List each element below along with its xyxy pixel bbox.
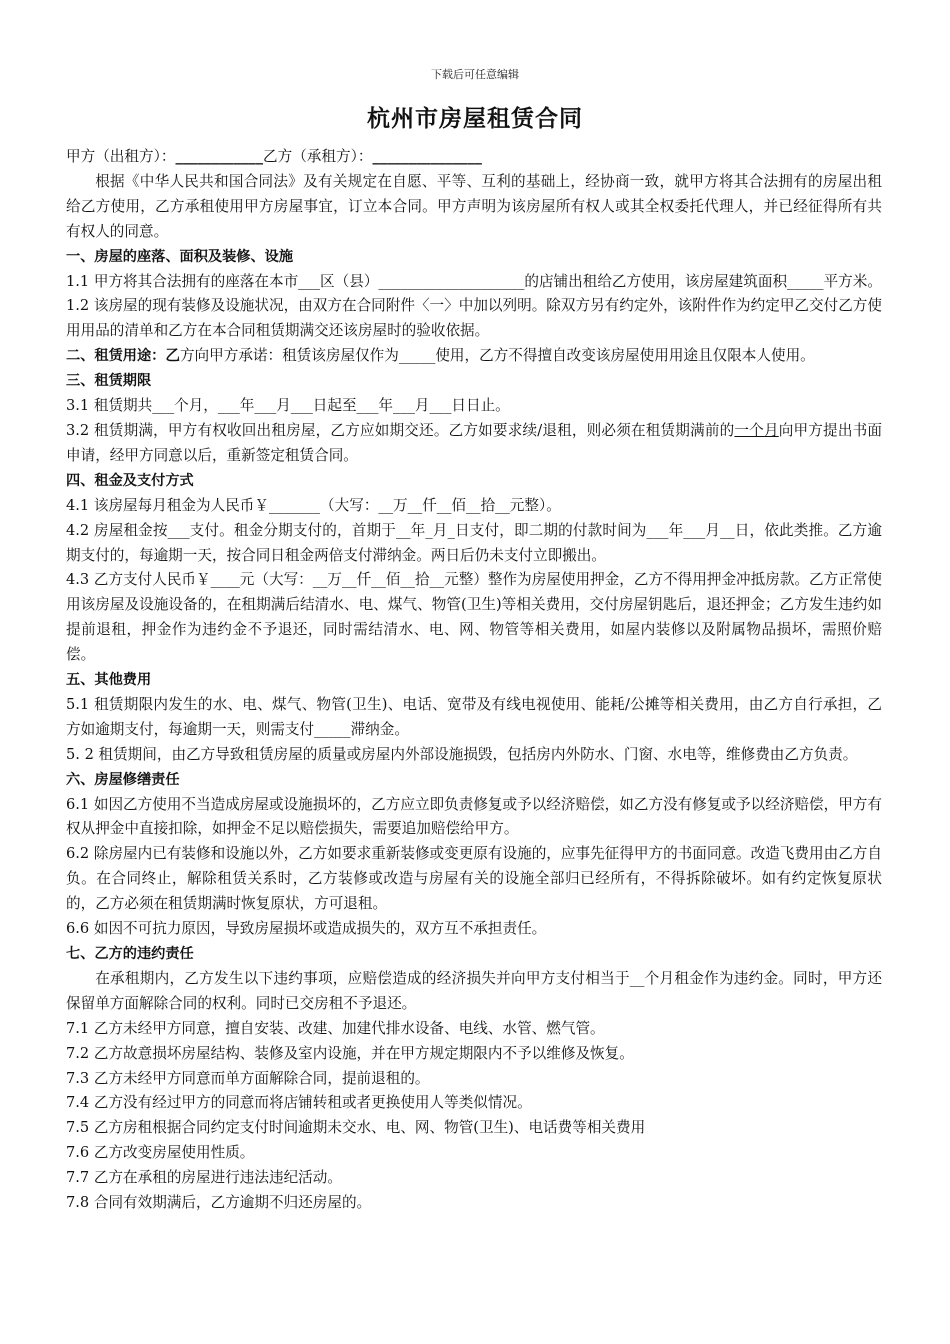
- clause-4-1: 4.1 该房屋每月租金为人民币￥_______（大写：__万__仟__佰__拾__元整）。: [66, 496, 561, 514]
- clause-7-5: 7.5 乙方房租根据合同约定支付时间逾期未交水、电、网、物管(卫生)、电话费等相关费用: [66, 1119, 646, 1137]
- parties-line: [66, 145, 882, 170]
- clause-5-1: 5.1 租赁期限内发生的水、电、煤气、物管(卫生)、电话、宽带及有线电视使用、能耗/公摊等相关费用，由乙方自行承担，乙方如逾期支付，每逾期一天，则需支付_____滞纳金。: [66, 695, 882, 738]
- section-2-text-a: 乙: [165, 347, 180, 365]
- clause-7-1: 7.1 乙方未经甲方同意，擅自安装、改建、加建代排水设备、电线、水管、燃气管。: [66, 1019, 605, 1037]
- clause-7-8: 7.8 合同有效期满后，乙方逾期不归还房屋的。: [66, 1194, 372, 1212]
- page-title: 杭州市房屋租赁合同: [367, 106, 583, 132]
- clause-1-1: 1.1 甲方将其合法拥有的座落在本市___区（县）____________________的店铺出租给乙方使用，该房屋建筑面积_____平方米。: [66, 272, 882, 290]
- clause-3-2-text-a: 3.2 租赁期满，甲方有权收回出租房屋，乙方应如期交还。乙方如要求续/退租，则必须在租赁期满前的: [66, 421, 735, 439]
- clause-6-2: 6.2 除房屋内已有装修和设施以外，乙方如要求重新装修或变更原有设施的，应事先征得甲方的书面同意。改造飞费用由乙方自负。在合同终止，解除租赁关系时，乙方装修或改造与房屋有关的设施全部归已经所有，不得拆除破坏。如有约定恢复原状的，乙方必须在租赁期满时恢复原状，方可退租。: [66, 845, 882, 913]
- party-b-label: 乙方（承租方）：: [263, 148, 373, 165]
- clause-7-3: 7.3 乙方未经甲方同意而单方面解除合同，提前退租的。: [66, 1069, 430, 1087]
- clause-7-2: 7.2 乙方故意损坏房屋结构、装修及室内设施，并在甲方规定期限内不予以维修及恢复。: [66, 1044, 634, 1062]
- clause-7-4: 7.4 乙方没有经过甲方的同意而将店铺转租或者更换使用人等类似情况。: [66, 1094, 532, 1112]
- party-b-blank: _______________: [372, 148, 482, 165]
- clause-6-1: 6.1 如因乙方使用不当造成房屋或设施损坏的，乙方应立即负责修复或予以经济赔偿，如乙方没有修复或予以经济赔偿，甲方有权从押金中直接扣除，如押金不足以赔偿损失，需要追加赔偿给甲方。: [66, 795, 882, 838]
- preamble: 根据《中华人民共和国合同法》及有关规定在自愿、平等、互利的基础上，经协商一致，就甲方将其合法拥有的房屋出租给乙方使用，乙方承租使用甲方房屋事宜，订立本合同。甲方声明为该房屋所有权人或其全权委托代理人，并已经征得所有共有权人的同意。: [66, 172, 882, 240]
- clause-7-6: 7.6 乙方改变房屋使用性质。: [66, 1144, 255, 1162]
- clause-4-2: 4.2 房屋租金按___支付。租金分期支付的，首期于__年_月_日支付，即二期的付款时间为___年___月__日，依此类推。乙方逾期支付的，每逾期一天，按合同日租金两倍支付滞纳金。两日后仍未支付立即搬出。: [66, 521, 882, 564]
- clause-5-2: 5. 2 租赁期间，由乙方导致租赁房屋的质量或房屋内外部设施损毁，包括房内外防水、门窗、水电等，维修费由乙方负责。: [66, 745, 858, 763]
- section-2-heading: 二、租赁用途：: [66, 348, 166, 365]
- download-note: 下载后可任意编辑: [431, 68, 519, 81]
- clause-4-3: 4.3 乙方支付人民币￥____元（大写：__万__仟__佰__拾__元整）整作为房屋使用押金，乙方不得用押金冲抵房款。乙方正常使用该房屋及设施设备的，在租期满后结清水、电、煤气、物管(卫生)等相关费用，交付房屋钥匙后，退还押金；乙方发生违约如提前退租，押金作为违约金不予退还，同时需结清水、电、网、物管等相关费用，如屋内装修以及附属物品损坏，需照价赔偿。: [66, 571, 882, 664]
- section-7-intro: 在承租期内，乙方发生以下违约事项，应赔偿造成的经济损失并向甲方支付相当于__个月租金作为违约金。同时，甲方还保留单方面解除合同的权利。同时已交房租不予退还。: [66, 969, 882, 1012]
- section-5-heading: 五、其他费用: [66, 672, 152, 689]
- section-6-heading: 六、房屋修缮责任: [66, 771, 180, 788]
- section-2-text-b: 方向甲方承诺：租赁该房屋仅作为_____使用，乙方不得擅自改变该房屋使用用途且仅限本人使用。: [179, 347, 815, 365]
- section-2: [66, 344, 882, 369]
- clause-3-2: [66, 419, 882, 469]
- clause-7-7: 7.7 乙方在承租的房屋进行违法违纪活动。: [66, 1169, 342, 1187]
- section-1-heading: 一、房屋的座落、面积及装修、设施: [66, 248, 294, 265]
- party-a-blank: ____________: [175, 148, 264, 165]
- clause-3-1: 3.1 租赁期共___个月，___年___月___日起至___年___月___日日止。: [66, 397, 510, 415]
- clause-6-6: 6.6 如因不可抗力原因，导致房屋损坏或造成损失的，双方互不承担责任。: [66, 920, 547, 938]
- section-7-heading: 七、乙方的违约责任: [66, 946, 194, 962]
- clause-3-2-underlined: 一个月: [734, 421, 779, 439]
- clause-3-2-text-b: 向甲方提出书面申请，经甲方同意以后，重新签定租赁合同。: [66, 421, 882, 464]
- clause-1-2: 1.2 该房屋的现有装修及设施状况，由双方在合同附件〈一〉中加以列明。除双方另有约定外，该附件作为约定甲乙交付乙方使用用品的清单和乙方在本合同租赁期满交还该房屋时的验收依据。: [66, 297, 882, 340]
- contract-body: [66, 145, 882, 1216]
- section-4-heading: 四、租金及支付方式: [66, 472, 194, 489]
- party-a-label: 甲方（出租方）：: [66, 148, 176, 165]
- section-3-heading: 三、租赁期限: [66, 373, 152, 390]
